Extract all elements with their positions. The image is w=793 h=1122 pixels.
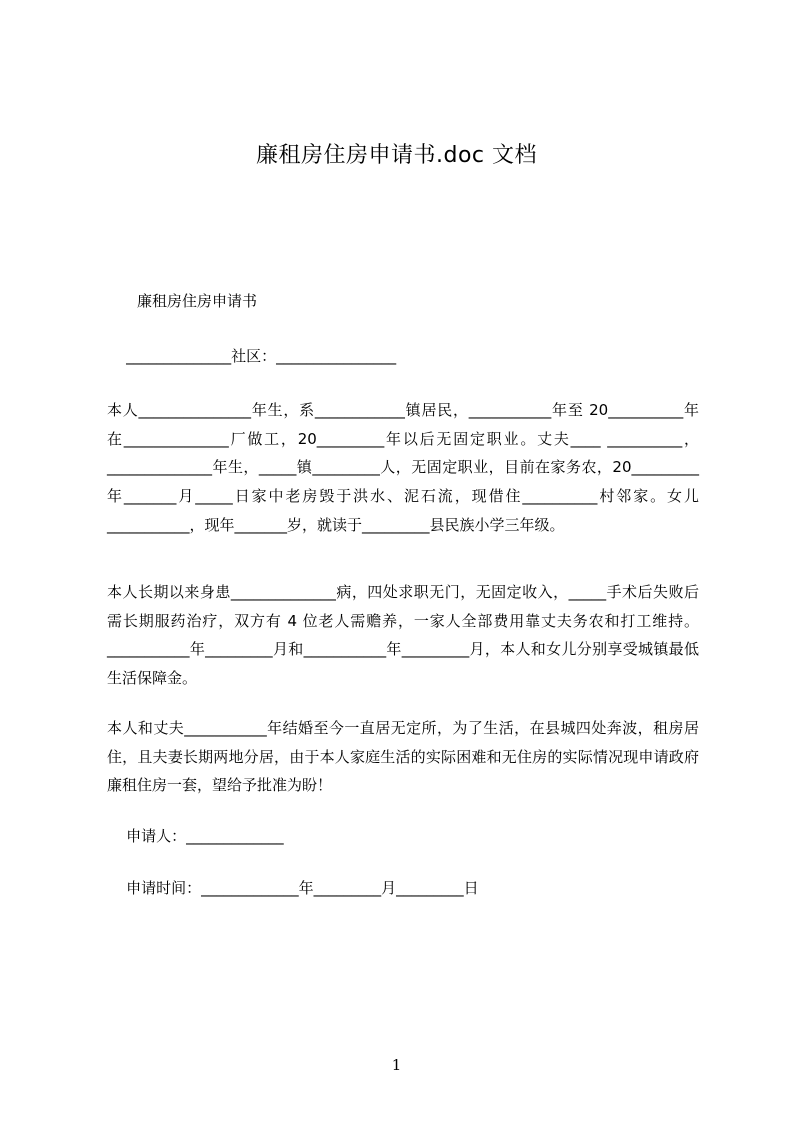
paragraph-health-income: 本人长期以来身患______________病，四处求职无门，无固定收入，_____手术后失败后需长期服药治疗，双方有 4 位老人需赡养，一家人全部费用靠丈夫务农和打工维持。___________年_________月和___________年_________月，本人和女儿分别享受城镇最低生活保障金。 — [107, 583, 699, 688]
paragraph-personal-info: 本人_______________年生，系____________镇居民，___________年至 20__________年在______________厂做工，20_________年以后无固定职业。丈夫____ __________，______________年生，_____镇_________人，无固定职业，目前在家务农，20_________年_______月_____日家中老房毁于洪水、泥石流，现借住__________村邻家。女儿___________，现年_______岁，就读于_________县民族小学三年级。 — [107, 401, 699, 534]
community-line: ______________社区：________________ — [107, 347, 397, 365]
paragraph-housing-request: 本人和丈夫___________年结婚至今一直居无定所，为了生活，在县城四处奔波，租房居住，且夫妻长期两地分居，由于本人家庭生活的实际困难和无住房的实际情况现申请政府廉租住房一套，望给予批准为盼！ — [107, 719, 699, 795]
page-number: 1 — [391, 1056, 402, 1074]
application-date-line: 申请时间：_____________年_________月_________日 — [107, 879, 479, 897]
document-title: 廉租房住房申请书.doc 文档 — [255, 143, 537, 168]
document-heading: 廉租房住房申请书 — [137, 292, 258, 310]
applicant-line: 申请人：_____________ — [107, 827, 284, 845]
